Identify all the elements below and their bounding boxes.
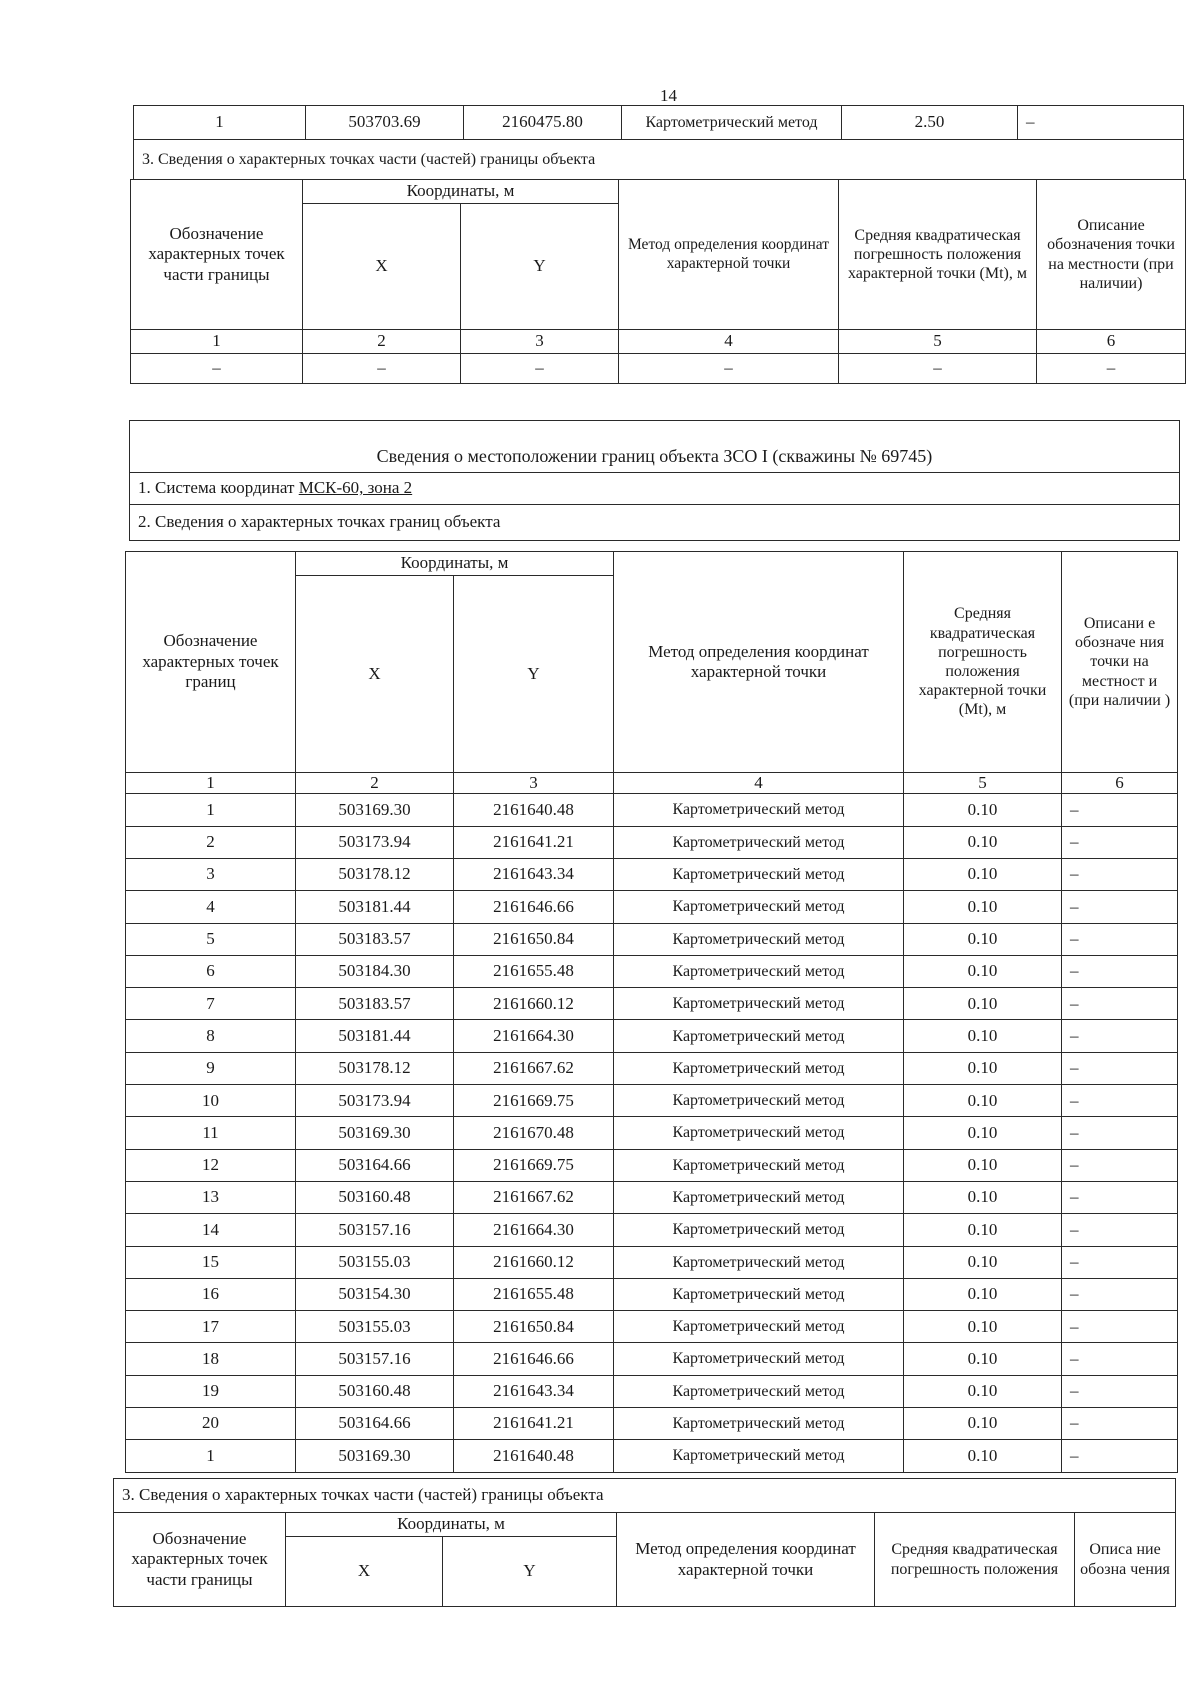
y-cell: 2161667.62 (454, 1052, 614, 1084)
point-cell: 11 (126, 1117, 296, 1149)
description-header: Описание обозначения точки на местности (при наличии) (1037, 180, 1186, 330)
table-row (126, 794, 1178, 826)
x-cell: 503181.44 (296, 891, 454, 923)
method-cell: Картометрический метод (614, 891, 904, 923)
x-cell: 503157.16 (296, 1214, 454, 1246)
column-number: 2 (296, 773, 454, 794)
table-row (126, 1440, 1178, 1472)
top-section3-table (130, 179, 1186, 384)
description-cell: – (1062, 1085, 1178, 1117)
accuracy-header: Средняя квадратическая погрешность положения характерной точки (Mt), м (839, 180, 1037, 330)
coord-system-label: 1. Система координат (138, 478, 295, 498)
x-cell: 503178.12 (296, 1052, 454, 1084)
point-cell: 13 (126, 1181, 296, 1213)
y-cell: 2160475.80 (464, 106, 622, 140)
column-number: 3 (461, 330, 619, 354)
accuracy-cell: 0.10 (904, 1117, 1062, 1149)
description-cell: – (1062, 1343, 1178, 1375)
accuracy-cell: 2.50 (842, 106, 1018, 140)
table-row (126, 891, 1178, 923)
x-cell: 503181.44 (296, 1020, 454, 1052)
x-cell: 503183.57 (296, 923, 454, 955)
x-cell: 503164.66 (296, 1408, 454, 1440)
accuracy-cell: 0.10 (904, 1246, 1062, 1278)
accuracy-cell: 0.10 (904, 923, 1062, 955)
point-cell: 1 (126, 794, 296, 826)
x-cell: 503178.12 (296, 858, 454, 890)
description-cell: – (1062, 1408, 1178, 1440)
y-cell: 2161650.84 (454, 1311, 614, 1343)
coords-header: Координаты, м (286, 1513, 617, 1537)
x-cell: 503155.03 (296, 1246, 454, 1278)
y-cell: 2161669.75 (454, 1149, 614, 1181)
y-cell: 2161667.62 (454, 1181, 614, 1213)
method-cell: Картометрический метод (614, 1375, 904, 1407)
description-cell: – (1062, 1278, 1178, 1310)
table-row (126, 1052, 1178, 1084)
point-cell: 1 (134, 106, 306, 140)
accuracy-cell: 0.10 (904, 794, 1062, 826)
description-cell: – (1062, 826, 1178, 858)
x-cell: 503184.30 (296, 955, 454, 987)
coords-header: Координаты, м (303, 180, 619, 204)
x-header: X (296, 576, 454, 773)
method-cell: Картометрический метод (614, 858, 904, 890)
table-row (126, 1085, 1178, 1117)
x-cell: 503160.48 (296, 1375, 454, 1407)
main-points-table (125, 551, 1178, 1473)
y-header: Y (454, 576, 614, 773)
designation-header: Обозначение характерных точек границ (126, 552, 296, 773)
method-header: Метод определения координат характерной точки (617, 1513, 875, 1607)
accuracy-cell: 0.10 (904, 1440, 1062, 1472)
empty-cell: – (839, 354, 1037, 384)
table-row (126, 1278, 1178, 1310)
accuracy-cell: 0.10 (904, 1149, 1062, 1181)
description-cell: – (1018, 106, 1184, 140)
method-cell: Картометрический метод (614, 1149, 904, 1181)
method-cell: Картометрический метод (614, 1181, 904, 1213)
y-cell: 2161664.30 (454, 1020, 614, 1052)
table-row (126, 1149, 1178, 1181)
y-cell: 2161660.12 (454, 988, 614, 1020)
table-row (126, 1311, 1178, 1343)
column-number: 1 (126, 773, 296, 794)
column-number: 2 (303, 330, 461, 354)
point-cell: 4 (126, 891, 296, 923)
method-cell: Картометрический метод (614, 794, 904, 826)
x-cell: 503155.03 (296, 1311, 454, 1343)
header-row (126, 552, 1178, 576)
description-cell: – (1062, 955, 1178, 987)
x-cell: 503173.94 (296, 1085, 454, 1117)
method-cell: Картометрический метод (614, 1117, 904, 1149)
accuracy-cell: 0.10 (904, 891, 1062, 923)
description-header: Описа ние обозна чения (1075, 1513, 1176, 1607)
accuracy-header: Средняя квадратическая погрешность положения характерной точки (Mt), м (904, 552, 1062, 773)
y-cell: 2161643.34 (454, 858, 614, 890)
method-cell: Картометрический метод (614, 1278, 904, 1310)
accuracy-cell: 0.10 (904, 1181, 1062, 1213)
accuracy-cell: 0.10 (904, 1085, 1062, 1117)
method-cell: Картометрический метод (614, 1052, 904, 1084)
point-cell: 17 (126, 1311, 296, 1343)
table-row (126, 1343, 1178, 1375)
description-cell: – (1062, 858, 1178, 890)
table-row (126, 1117, 1178, 1149)
point-cell: 5 (126, 923, 296, 955)
x-cell: 503173.94 (296, 826, 454, 858)
point-cell: 12 (126, 1149, 296, 1181)
accuracy-cell: 0.10 (904, 988, 1062, 1020)
y-cell: 2161646.66 (454, 891, 614, 923)
y-cell: 2161670.48 (454, 1117, 614, 1149)
description-cell: – (1062, 1311, 1178, 1343)
description-cell: – (1062, 1149, 1178, 1181)
table-row (126, 858, 1178, 890)
table-row (126, 1246, 1178, 1278)
y-cell: 2161640.48 (454, 1440, 614, 1472)
accuracy-cell: 0.10 (904, 1343, 1062, 1375)
designation-header: Обозначение характерных точек части границы (114, 1513, 286, 1607)
table-row (126, 955, 1178, 987)
method-cell: Картометрический метод (614, 1408, 904, 1440)
table-row (126, 826, 1178, 858)
column-number: 3 (454, 773, 614, 794)
page-number: 14 (660, 86, 677, 105)
top-continuation-table (133, 105, 1184, 180)
x-cell: 503169.30 (296, 1117, 454, 1149)
accuracy-cell: 0.10 (904, 1375, 1062, 1407)
point-cell: 10 (126, 1085, 296, 1117)
point-cell: 16 (126, 1278, 296, 1310)
accuracy-header: Средняя квадратическая погрешность положения (875, 1513, 1075, 1607)
y-cell: 2161655.48 (454, 1278, 614, 1310)
x-cell: 503703.69 (306, 106, 464, 140)
method-cell: Картометрический метод (614, 1020, 904, 1052)
y-cell: 2161640.48 (454, 794, 614, 826)
x-cell: 503169.30 (296, 794, 454, 826)
description-cell: – (1062, 891, 1178, 923)
main-header-table (129, 420, 1180, 541)
point-cell: 1 (126, 1440, 296, 1472)
accuracy-cell: 0.10 (904, 826, 1062, 858)
table-row (134, 106, 1184, 140)
description-cell: – (1062, 923, 1178, 955)
section-title-row (130, 505, 1180, 541)
description-cell: – (1062, 1214, 1178, 1246)
table-row (126, 1375, 1178, 1407)
empty-cell: – (131, 354, 303, 384)
x-cell: 503157.16 (296, 1343, 454, 1375)
accuracy-cell: 0.10 (904, 1052, 1062, 1084)
x-header: X (286, 1537, 443, 1607)
y-cell: 2161643.34 (454, 1375, 614, 1407)
accuracy-cell: 0.10 (904, 858, 1062, 890)
x-cell: 503160.48 (296, 1181, 454, 1213)
designation-header: Обозначение характерных точек части границы (131, 180, 303, 330)
header-row (131, 180, 1186, 204)
section-title-row (114, 1479, 1176, 1513)
main-title: Сведения о местоположении границ объекта ЗСО I (скважины № 69745) (130, 421, 1180, 473)
x-cell: 503154.30 (296, 1278, 454, 1310)
table-row (126, 1408, 1178, 1440)
coord-system (130, 473, 1180, 505)
accuracy-cell: 0.10 (904, 1278, 1062, 1310)
y-cell: 2161641.21 (454, 1408, 614, 1440)
y-cell: 2161669.75 (454, 1085, 614, 1117)
empty-cell: – (1037, 354, 1186, 384)
method-cell: Картометрический метод (614, 1214, 904, 1246)
point-cell: 19 (126, 1375, 296, 1407)
description-cell: – (1062, 1181, 1178, 1213)
table-row (131, 354, 1186, 384)
method-cell: Картометрический метод (614, 1343, 904, 1375)
empty-cell: – (619, 354, 839, 384)
point-cell: 3 (126, 858, 296, 890)
column-number: 6 (1037, 330, 1186, 354)
point-cell: 20 (126, 1408, 296, 1440)
method-cell: Картометрический метод (614, 1440, 904, 1472)
method-cell: Картометрический метод (622, 106, 842, 140)
empty-cell: – (461, 354, 619, 384)
y-header: Y (461, 204, 619, 330)
y-cell: 2161641.21 (454, 826, 614, 858)
column-number: 5 (839, 330, 1037, 354)
y-cell: 2161650.84 (454, 923, 614, 955)
description-cell: – (1062, 1020, 1178, 1052)
accuracy-cell: 0.10 (904, 1311, 1062, 1343)
y-cell: 2161660.12 (454, 1246, 614, 1278)
description-header: Описани е обозначе ния точки на местност и (при наличии ) (1062, 552, 1178, 773)
method-cell: Картометрический метод (614, 955, 904, 987)
method-cell: Картометрический метод (614, 988, 904, 1020)
method-cell: Картометрический метод (614, 923, 904, 955)
method-header: Метод определения координат характерной точки (619, 180, 839, 330)
point-cell: 7 (126, 988, 296, 1020)
column-number-row (131, 330, 1186, 354)
method-cell: Картометрический метод (614, 1085, 904, 1117)
point-cell: 15 (126, 1246, 296, 1278)
point-cell: 8 (126, 1020, 296, 1052)
section3-title: 3. Сведения о характерных точках части (частей) границы объекта (114, 1479, 1176, 1513)
x-cell: 503164.66 (296, 1149, 454, 1181)
description-cell: – (1062, 794, 1178, 826)
table-row (126, 988, 1178, 1020)
section-title-row (134, 140, 1184, 180)
header-row (114, 1513, 1176, 1537)
description-cell: – (1062, 1117, 1178, 1149)
point-cell: 9 (126, 1052, 296, 1084)
table-row (126, 1181, 1178, 1213)
description-cell: – (1062, 1052, 1178, 1084)
y-header: Y (443, 1537, 617, 1607)
accuracy-cell: 0.10 (904, 955, 1062, 987)
x-cell: 503183.57 (296, 988, 454, 1020)
x-header: X (303, 204, 461, 330)
point-rows (126, 794, 1178, 1472)
title-row (130, 421, 1180, 473)
coord-system-row (130, 473, 1180, 505)
coords-header: Координаты, м (296, 552, 614, 576)
method-cell: Картометрический метод (614, 1246, 904, 1278)
description-cell: – (1062, 1440, 1178, 1472)
column-number: 1 (131, 330, 303, 354)
section3-title: 3. Сведения о характерных точках части (частей) границы объекта (134, 140, 1184, 180)
point-cell: 2 (126, 826, 296, 858)
y-cell: 2161655.48 (454, 955, 614, 987)
accuracy-cell: 0.10 (904, 1020, 1062, 1052)
point-cell: 6 (126, 955, 296, 987)
column-number: 4 (619, 330, 839, 354)
accuracy-cell: 0.10 (904, 1214, 1062, 1246)
point-cell: 14 (126, 1214, 296, 1246)
main-section3-table (113, 1478, 1176, 1607)
description-cell: – (1062, 988, 1178, 1020)
column-number: 4 (614, 773, 904, 794)
point-cell: 18 (126, 1343, 296, 1375)
table-row (126, 923, 1178, 955)
column-number: 6 (1062, 773, 1178, 794)
section2-title: 2. Сведения о характерных точках границ объекта (130, 505, 1180, 541)
description-cell: – (1062, 1375, 1178, 1407)
table-row (126, 1214, 1178, 1246)
empty-cell: – (303, 354, 461, 384)
y-cell: 2161646.66 (454, 1343, 614, 1375)
x-cell: 503169.30 (296, 1440, 454, 1472)
column-number-row (126, 773, 1178, 794)
method-cell: Картометрический метод (614, 826, 904, 858)
method-header: Метод определения координат характерной точки (614, 552, 904, 773)
coord-system-value: МСК-60, зона 2 (298, 478, 413, 498)
accuracy-cell: 0.10 (904, 1408, 1062, 1440)
description-cell: – (1062, 1246, 1178, 1278)
y-cell: 2161664.30 (454, 1214, 614, 1246)
table-row (126, 1020, 1178, 1052)
column-number: 5 (904, 773, 1062, 794)
method-cell: Картометрический метод (614, 1311, 904, 1343)
